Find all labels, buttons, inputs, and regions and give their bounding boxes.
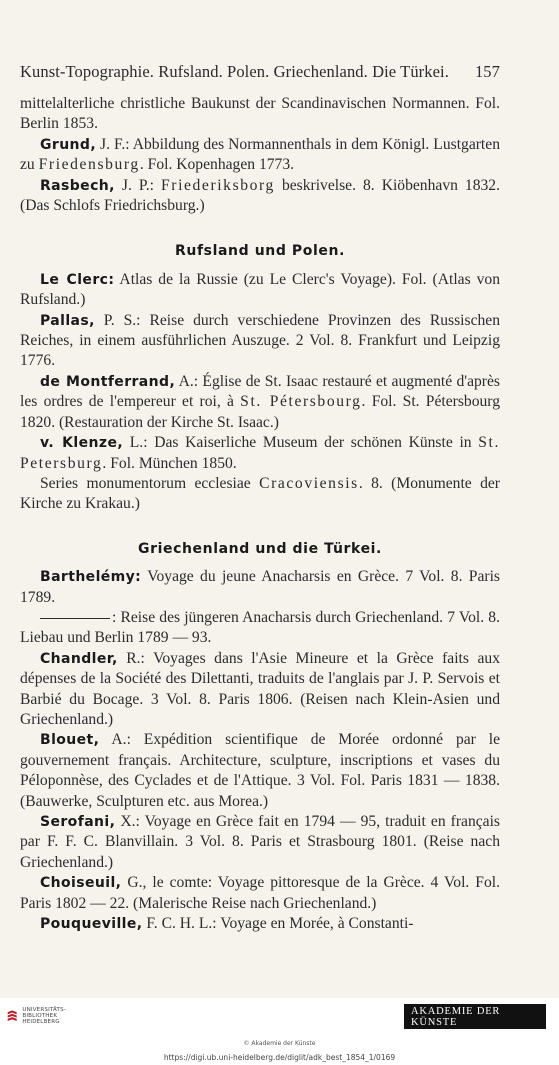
- entry-author: Barthelémy:: [40, 569, 142, 586]
- bibliography-entry: [20, 135, 500, 176]
- entry-spaced-place: St. Petersburg: [20, 434, 500, 472]
- bibliography-entry: [20, 94, 500, 135]
- entry-author: Pouqueville,: [40, 916, 143, 933]
- page-header: [20, 62, 500, 82]
- running-title: Kunst-Topographie. Rufsland. Polen. Griechenland. Die Türkei.: [20, 62, 449, 81]
- bibliography-entry: [20, 649, 500, 731]
- library-logo-icon: [6, 1005, 18, 1027]
- page-number: 157: [474, 62, 500, 81]
- page-content: [20, 94, 500, 934]
- entry-author: Grund,: [40, 136, 97, 153]
- entry-text: G., le comte: Voyage pittoresque de la Grèce. 4 Vol. Fol. Paris 1802 — 22. (Malerische Reise nach Griechenland.): [20, 874, 500, 912]
- entry-author: Chandler,: [40, 650, 118, 667]
- bibliography-entry: [20, 873, 500, 914]
- akademie-der-kuenste-logo[interactable]: [403, 1004, 547, 1029]
- entry-author: Pallas,: [40, 312, 95, 329]
- entry-author: Rasbech,: [40, 177, 115, 194]
- entry-text: Series monumentorum ecclesiae: [40, 474, 260, 492]
- entry-text: : Reise des jüngeren Anacharsis durch Griechenland. 7 Vol. 8. Liebau und Berlin 1789 — 93.: [20, 608, 500, 647]
- bibliography-entry: [20, 730, 500, 812]
- ditto-dash: [40, 618, 110, 619]
- entry-author: v. Klenze,: [40, 435, 124, 452]
- entry-text-continued: . Fol. München 1850.: [102, 454, 237, 472]
- bibliography-entry: [20, 608, 500, 649]
- entry-spaced-place: Friederiksborg: [161, 176, 275, 194]
- bibliography-entry: [20, 176, 500, 217]
- page-url[interactable]: https://digi.ub.uni-heidelberg.de/diglit/adk_best_1854_1/0169: [163, 1053, 396, 1062]
- entry-text: L.: Das Kaiserliche Museum der schönen Künste in: [123, 434, 479, 452]
- entry-spaced-place: Friedensburg: [38, 156, 140, 174]
- section-title-griechenland-tuerkei: Griechenland und die Türkei.: [138, 540, 382, 557]
- library-logo-text: UNIVERSITÄTS- BIBLIOTHEK HEIDELBERG: [22, 1006, 66, 1026]
- akademie-label: AKADEMIE DER KÜNSTE: [403, 1002, 547, 1032]
- bibliography-entry: [20, 567, 500, 608]
- entry-text-continued: . 8. (Monumente der Kirche zu Krakau.): [20, 474, 500, 513]
- entry-author: Serofani,: [40, 814, 116, 830]
- entry-text: mittelalterliche christliche Baukunst der Scandinavischen Normannen. Fol. Berlin 1853.: [20, 95, 500, 133]
- entry-text: F. C. H. L.: Voyage en Morée, à Constanti-: [142, 915, 414, 933]
- bibliography-entry: [20, 474, 500, 515]
- bibliography-entry: [20, 311, 500, 372]
- entry-spaced-place: Cracoviensis: [259, 474, 359, 492]
- entries-top: [20, 94, 500, 216]
- bibliography-entry: [20, 914, 500, 934]
- bibliography-entry: [20, 372, 500, 433]
- entry-spaced-place: St. Pétersbourg: [240, 393, 362, 411]
- entry-text: J. P.:: [114, 176, 162, 194]
- university-library-logo[interactable]: [6, 1003, 66, 1029]
- section-title-russland-polen: Rufsland und Polen.: [175, 243, 345, 260]
- bibliography-entry: [20, 433, 500, 474]
- copyright-notice: © Akademie der Künste: [243, 1040, 316, 1047]
- entry-text: Voyage du jeune Anacharsis en Grèce. 7 Vol. 8. Paris 1789.: [20, 568, 500, 606]
- entry-author: Blouet,: [40, 732, 100, 749]
- entry-text: X.: Voyage en Grèce fait en 1794 — 95, traduit en français par F. F. C. Blanvillain. 3 Vol. 8. Paris et Strasbourg 1801. (Reise nach Griechenland.): [20, 813, 500, 871]
- entry-author: de Montferrand,: [40, 373, 176, 390]
- entry-author: Choiseuil,: [40, 875, 122, 892]
- entry-text-continued: . Fol. St. Pétersbourg 1820. (Restauration der Kirche St. Isaac.): [20, 393, 501, 431]
- entry-text-continued: . Fol. Kopenhagen 1773.: [139, 156, 295, 174]
- entry-text: A.: Église de St. Isaac restauré et augmenté d'après les ordres de l'empereur et roi, à: [20, 372, 500, 411]
- entry-author: Le Clerc:: [40, 271, 115, 288]
- entry-text: P. S.: Reise durch verschiedene Provinzen des Russischen Reiches, in einem ausführlichen Auszuge. 2 Vol. 8. Frankfurt und Leipzig 1776.: [20, 311, 500, 370]
- entry-text: R.: Voyages dans l'Asie Mineure et la Grèce faits aux dépenses de la Société des Dilettanti, traduits de l'anglais par J. P. Servois et Barbié du Bocage. 3 Vol. 8. Paris 1806. (Reisen nach Klein-Asien und Griechenland.): [20, 649, 500, 728]
- entry-text: A.: Expédition scientifique de Morée ordonné par le gouvernement français. Architecture, sculpture, inscriptions et vases du Péloponnèse, des Cyclades et de l'Attique. 3 Vol. Fol. Paris 1831 — 1838. (Bauwerke, Sculpturen etc. aus Morea.): [20, 731, 500, 810]
- entry-text: Atlas de la Russie (zu Le Clerc's Voyage). Fol. (Atlas von Rufsland.): [20, 270, 500, 309]
- bibliography-entry: [20, 270, 500, 311]
- bibliography-entry: [20, 812, 500, 873]
- section-griechenland-tuerkei-entries: [20, 567, 500, 934]
- section-russland-polen-entries: [20, 270, 500, 515]
- entry-text: J. F.: Abbildung des Normannenthals in dem Königl. Lustgarten zu: [20, 135, 500, 174]
- entry-text-continued: beskrivelse. 8. Kiöbenhavn 1832. (Das Schlofs Friedrichsburg.): [20, 176, 500, 215]
